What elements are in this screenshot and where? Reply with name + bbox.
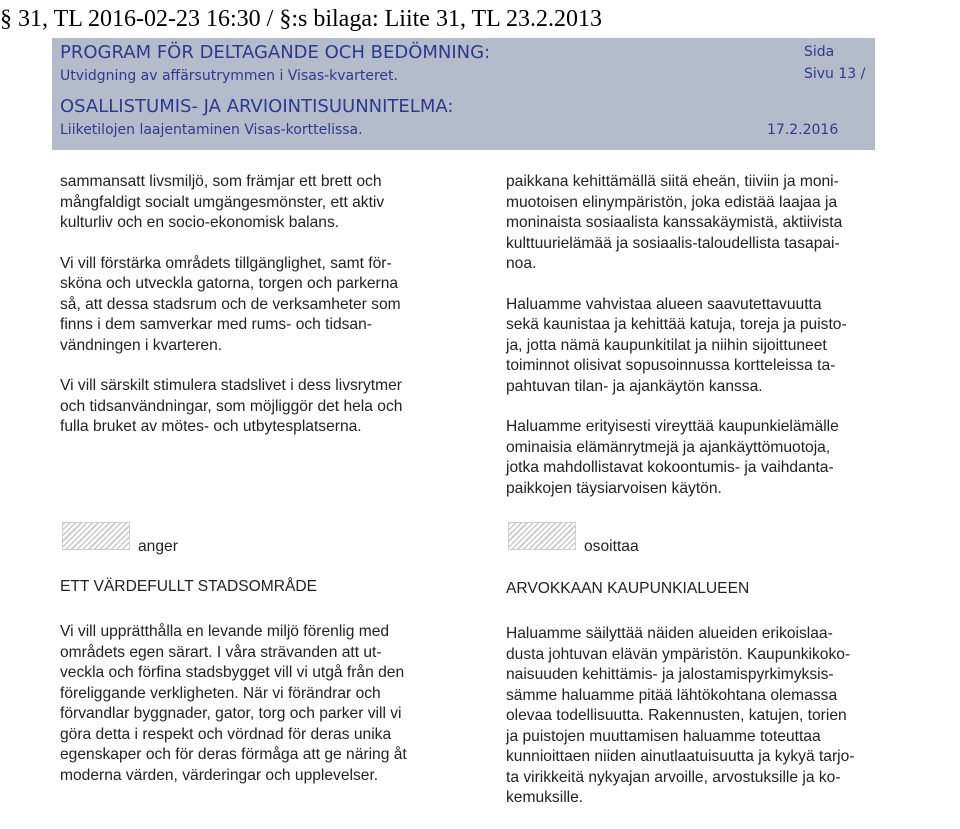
- header-title-finnish: OSALLISTUMIS- JA ARVIOINTISUUNNITELMA:: [60, 96, 454, 117]
- finnish-column-section: [506, 624, 926, 829]
- finnish-paragraph-2: Haluamme vahvistaa alueen saavutettavuutta sekä kaunistaa ja kehittää katuja, toreja ja puisto- ja, jotta nämä kaupunkitilat ja niihin sijoittuneet toiminnot olisivat sopusoinnussa kortteleissa ta- pahtuvan tilan- ja ajankäytön kanssa.: [506, 295, 847, 395]
- finnish-paragraph-1: paikkana kehittämällä siitä eheän, tiiviin ja moni- muotoisen elinympäristön, joka edistää laajaa ja moninaista sosiaalista kanssakäymistä, aktiivista kulttuurielämää ja sosiaalis-taloudellista tasapai- noa.: [506, 173, 843, 272]
- header-title-swedish: PROGRAM FÖR DELTAGANDE OCH BEDÖMNING:: [60, 42, 491, 63]
- hatch-legend-swatch-right: [508, 522, 576, 550]
- swedish-column-intro: [60, 172, 480, 458]
- legend-label-finnish: osoittaa: [584, 538, 639, 555]
- section-heading-finnish: ARVOKKAAN KAUPUNKIALUEEN: [506, 580, 750, 597]
- header-subtitle-finnish: Liiketilojen laajentaminen Visas-korttelissa.: [60, 122, 363, 138]
- swedish-column-section: [60, 622, 480, 806]
- finnish-column-intro: [506, 172, 926, 519]
- document-reference-line: § 31, TL 2016-02-23 16:30 / §:s bilaga: Liite 31, TL 23.2.2013: [0, 6, 602, 32]
- page-label-finnish: Sivu 13 /: [804, 66, 866, 82]
- finnish-paragraph-4: Haluamme säilyttää näiden alueiden erikoislaa- dusta johtuvan elävän ympäristön. Kaupunkikoko- naisuuden kehittämis- ja jalostamispyrkimyksis- sämme haluamme pitää lähtökohtana olemassa olevaa todellisuutta. Rakennusten, katujen, torien ja puistojen muuttamisen haluamme toteuttaa kunnioittaen niiden ainutlaatuisuutta ja kykyä tarjo- ta virikkeitä nykyajan arvoille, arvostuksille ja ko- kemuksille.: [506, 625, 855, 806]
- section-heading-swedish: ETT VÄRDEFULLT STADSOMRÅDE: [60, 578, 318, 595]
- swedish-paragraph-1: sammansatt livsmiljö, som främjar ett brett och mångfaldigt socialt umgängesmönster, ett aktiv kulturliv och en socio-ekonomisk balans.: [60, 173, 385, 231]
- legend-label-swedish: anger: [138, 538, 178, 555]
- header-date: 17.2.2016: [767, 122, 839, 138]
- document-header: [52, 38, 875, 150]
- header-subtitle-swedish: Utvidgning av affärsutrymmen i Visas-kvarteret.: [60, 68, 398, 84]
- swedish-paragraph-3: Vi vill särskilt stimulera stadslivet i dess livsrytmer och tidsanvändningar, som möjliggör det hela och fulla bruket av mötes- och utbytesplatserna.: [60, 377, 403, 435]
- page-label-swedish: Sida: [804, 44, 835, 60]
- swedish-paragraph-2: Vi vill förstärka områdets tillgänglighet, samt för- sköna och utveckla gatorna, torgen och parkerna så, att dessa stadsrum och de verksamheter som finns i dem samverkar med rums- och tidsan- vändningen i kvarteren.: [60, 254, 401, 354]
- hatch-legend-swatch-left: [62, 522, 130, 550]
- finnish-paragraph-3: Haluamme erityisesti vireyttää kaupunkielämälle ominaisia elämänrytmejä ja ajankäyttömuotoja, jotka mahdollistavat kokoontumis- ja vaihdanta- paikkojen täysiarvoisen käytön.: [506, 418, 839, 497]
- swedish-paragraph-4: Vi vill upprätthålla en levande miljö förenlig med områdets egen särart. I våra strävanden att ut- veckla och förfina stadsbygget vill vi utgå från den föreliggande verkligheten. När vi förändrar och förvandlar byggnader, gator, torg och parker vill vi göra detta i respekt och vördnad för deras unika egenskaper och för deras förmåga att ge näring åt moderna värden, värderingar och upplevelser.: [60, 623, 407, 784]
